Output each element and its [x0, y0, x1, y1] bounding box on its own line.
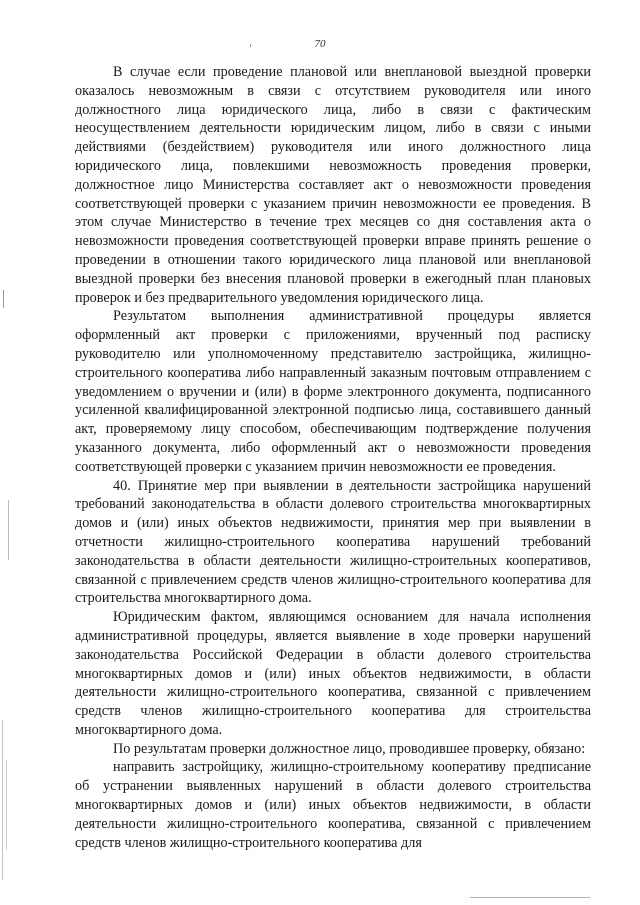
- scan-edge-mark: [2, 720, 3, 880]
- scan-speck: [250, 44, 251, 47]
- scan-edge-mark: [6, 760, 7, 850]
- scan-edge-mark: [3, 290, 4, 308]
- paragraph-send-order: направить застройщику, жилищно-строительному кооперативу предписание об устранении выявленных нарушений в области долевого строительства многоквартирных домов и (или) иных объектов недвижимости, в области деятельности жилищно-строительного кооператива, связанной с привлечением средств членов жилищно-строительного кооператива для: [75, 759, 591, 851]
- paragraph-inspector-obligation: По результатам проверки должностное лицо, проводившее проверку, обязано:: [113, 740, 586, 757]
- page-number: 70: [314, 38, 326, 50]
- paragraph-legal-fact: Юридическим фактом, являющимся основанием для начала исполнения административной процедуры, является выявление в ходе проверки нарушений законодательства Российской Федерации в области долевого строительства многоквартирных домов и (или) иных объектов недвижимости, в области деятельности жилищно-строительного кооператива, связанной с привлечением средств членов жилищно-строительного кооператива для строительства многоквартирного дома.: [75, 609, 591, 738]
- scan-edge-mark: [8, 500, 9, 560]
- paragraph-procedure-result: Результатом выполнения административной процедуры является оформленный акт проверки с приложениями, врученный под расписку руководителю или уполномоченному представителю застройщика, жилищно-строительного кооператива либо направленный заказным почтовым отправлением с уведомлением о вручении и (или) в форме электронного документа, подписанного усиленной квалифицированной электронной подписью лица, составившего данный акт, проверяемому лицу способом, обеспечивающим подтверждение получения указанного документа, либо оформленный акт о невозможности проведения соответствующей проверки с указанием причин невозможности ее проведения.: [75, 308, 591, 475]
- paragraph-section-40: 40. Принятие мер при выявлении в деятельности застройщика нарушений требований законодательства в области долевого строительства многоквартирных домов и (или) иных объектов недвижимости, принятия мер при выявлении в отчетности жилищно-строительного кооператива нарушений требований законодательства в области деятельности жилищно-строительных кооперативов, связанной с привлечением средств членов жилищно-строительного кооператива для строительства многоквартирного дома.: [75, 477, 591, 607]
- paragraph-inspection-impossible: В случае если проведение плановой или внеплановой выездной проверки оказалось невозможным в связи с отсутствием руководителя или иного должностного лица юридического лица, либо в связи с фактическим неосуществлением деятельности юридическим лицом, либо в связи с иными действиями (бездействием) руководителя или иного должностного лица юридического лица, повлекшими невозможность проведения проверки, должностное лицо Министерства составляет акт о невозможности проведения соответствующей проверки с указанием причин невозможности ее проведения. В этом случае Министерство в течение трех месяцев со дня составления акта о невозможности проведения соответствующей проверки вправе принять решение о проведении в отношении такого юридического лица плановой или внеплановой выездной проверки без внесения плановой проверки в ежегодный план плановых проверок и без предварительного уведомления юридического лица.: [75, 64, 591, 306]
- scan-bottom-line: [470, 897, 590, 898]
- document-body: [75, 63, 591, 852]
